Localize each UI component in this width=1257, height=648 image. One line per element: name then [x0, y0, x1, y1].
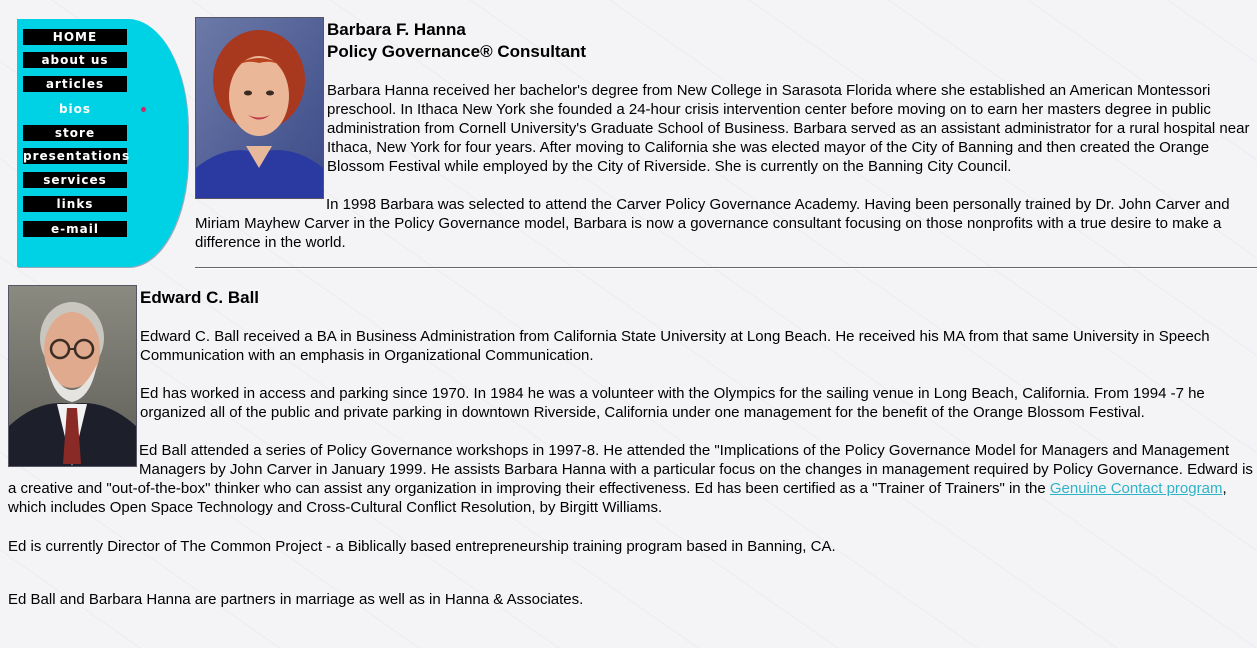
- edward-name: Edward C. Ball: [140, 288, 260, 307]
- nav-panel: [17, 19, 188, 267]
- edward-bio-paragraph-1: Edward C. Ball received a BA in Business Administration from California State University at Long Beach. He received his MA from that same University in Speech Communication with an emphasis in Organizational Communication.: [140, 328, 1210, 364]
- nav-home[interactable]: HOME: [23, 29, 127, 45]
- nav-presentations[interactable]: presentations: [23, 149, 131, 163]
- edward-bio-paragraph-3: [8, 441, 1256, 517]
- nav-email[interactable]: e-mail: [23, 221, 127, 237]
- nav-links[interactable]: links: [23, 196, 127, 212]
- genuine-contact-link[interactable]: Genuine Contact program: [1049, 480, 1223, 497]
- nav-about-us[interactable]: about us: [23, 52, 127, 68]
- edward-photo: [8, 285, 137, 467]
- barbara-bio-paragraph-2-wrap: [195, 195, 1257, 252]
- barbara-photo: [195, 17, 324, 199]
- edward-bio-paragraph-4: Ed is currently Director of The Common Project - a Biblically based entrepreneurship training program based in Banning, CA.: [8, 538, 836, 555]
- edward-bio-paragraph-3-tail: , which includes Open Space Technology and Cross-Cultural Conflict Resolution, by Birgitt Williams.: [8, 480, 1227, 516]
- nav-services[interactable]: services: [23, 172, 127, 188]
- barbara-title: Policy Governance® Consultant: [327, 42, 587, 61]
- barbara-bio-paragraph-2: In 1998 Barbara was selected to attend the Carver Policy Governance Academy. Having been personally trained by Dr. John Carver and Miriam Mayhew Carver in the Policy Governance model, Barbara is now a governance consultant focusing on those nonprofits with a true desire to make a difference in the world.: [195, 196, 1230, 251]
- active-bullet-icon: [141, 107, 146, 112]
- section-divider: [195, 267, 1257, 269]
- barbara-bio-paragraph-1: Barbara Hanna received her bachelor's degree from New College in Sarasota Florida where she established an American Montessori preschool. In Ithaca New York she founded a 24-hour crisis intervention center before moving on to earn her masters degree in public administration from Cornell University's Graduate School of Business. Barbara served as an assistant administrator for a rural hospital near Ithaca, New York for four years. After moving to California she was elected mayor of the City of Banning and then created the Orange Blossom Festival while employed by the City of Riverside. She is currently on the Banning City Council.: [327, 82, 1250, 175]
- nav-store[interactable]: store: [23, 125, 127, 141]
- closing-paragraph: Ed Ball and Barbara Hanna are partners in marriage as well as in Hanna & Associates.: [8, 591, 584, 608]
- barbara-name: Barbara F. Hanna: [327, 20, 466, 39]
- nav-bios[interactable]: bios: [58, 102, 92, 116]
- nav-articles[interactable]: articles: [23, 76, 127, 92]
- edward-bio-paragraph-3-text: Ed Ball attended a series of Policy Governance workshops in 1997-8. He attended the "Implications of the Policy Governance Model for Managers and Management Managers by John Carver in January 1999. He assists Barbara Hanna with a particular focus on the changes in management required by Policy Governance. Edward is a creative and "out-of-the-box" thinker who can assist any organization in improving their effectiveness. Ed has been certified as a "Trainer of Trainers" in the: [8, 442, 1253, 497]
- edward-bio-paragraph-2: Ed has worked in access and parking since 1970. In 1984 he was a volunteer with the Olympics for the sailing venue in Long Beach, California. From 1994 -7 he organized all of the public and private parking in downtown Riverside, California under one management for the benefit of the Orange Blossom Festival.: [140, 385, 1205, 421]
